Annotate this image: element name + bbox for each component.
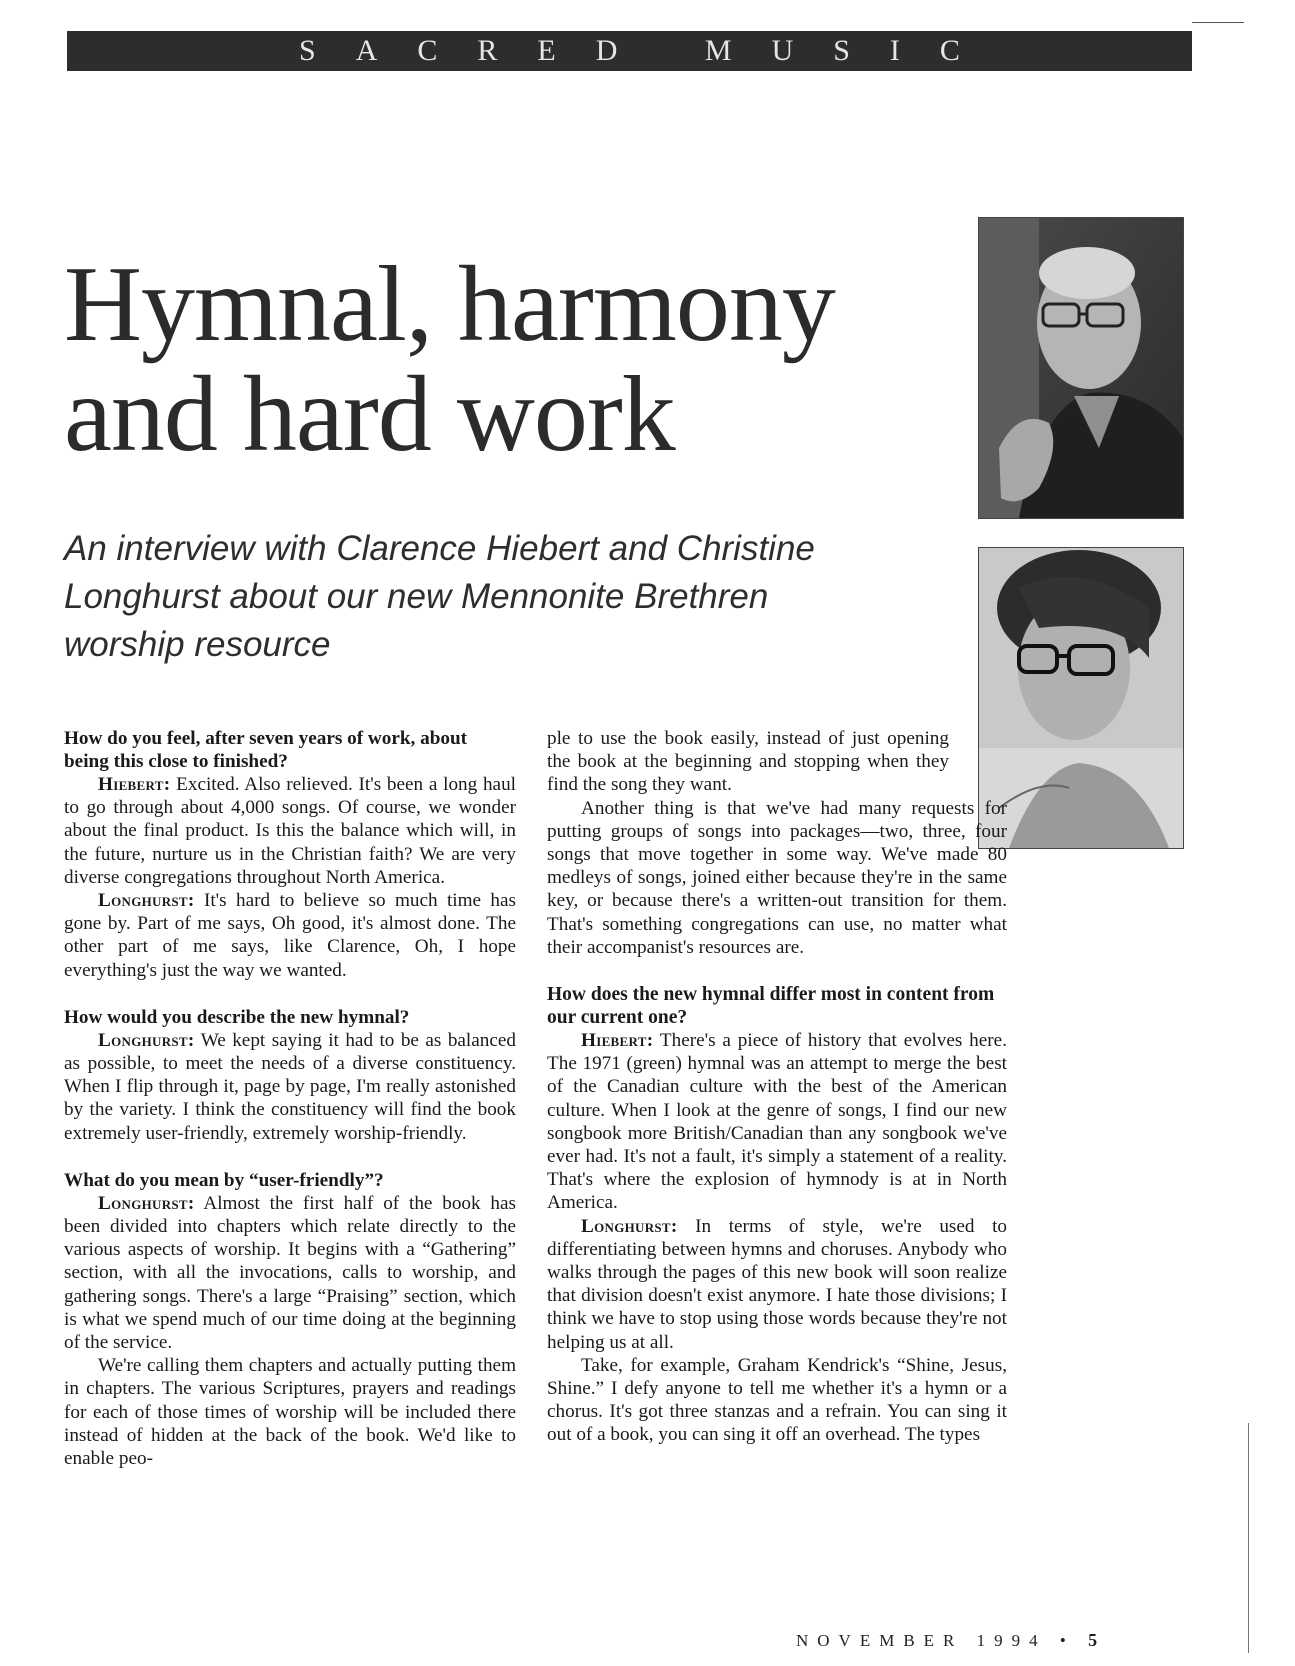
answer-text: Excited. Also relieved. It's been a long haul to go through about 4,000 songs. Of course, we wonder about the final product. Is this the balance which will, in the future, nurture us in the Christian faith? We are very diverse congregations throughout North America. <box>64 774 516 888</box>
question-1: How do you feel, after seven years of work, about being this close to finished? <box>64 728 468 772</box>
speaker-label: Longhurst: <box>98 890 195 912</box>
header-rule <box>1192 22 1244 23</box>
question-2: How would you describe the new hymnal? <box>64 1006 410 1028</box>
speaker-label: Longhurst: <box>98 1029 195 1051</box>
photo-christine-longhurst <box>978 547 1184 849</box>
page-edge-rule <box>1248 1423 1249 1653</box>
speaker-label: Hiebert: <box>581 1030 654 1052</box>
answer-paragraph: ple to use the book easily, instead of just opening the book at the beginning and stopping when they find the song they want. <box>547 728 949 796</box>
article-column-right <box>547 727 1007 1447</box>
speaker-label: Longhurst: <box>98 1192 195 1214</box>
answer-text: Almost the first half of the book has been divided into chapters which relate directly to the various aspects of worship. It begins with a “Gathering” section, with all the invocations, calls to worship, and gathering songs. There's a large “Praising” section, which is what we spend much of our time doing at the beginning of the service. <box>64 1192 516 1354</box>
issue-date: NOVEMBER 1994 <box>796 1631 1047 1650</box>
question-4: How does the new hymnal differ most in content from our current one? <box>547 984 995 1029</box>
page-footer <box>796 1630 1097 1651</box>
section-header-bar <box>67 31 1192 71</box>
speaker-label: Longhurst: <box>581 1215 678 1237</box>
answer-paragraph <box>64 773 516 889</box>
article-headline: Hymnal, harmony and hard work <box>64 245 835 474</box>
answer-paragraph <box>547 1029 1007 1215</box>
answer-paragraph: Another thing is that we've had many requests for putting groups of songs into packages—two, three, four songs that move together in some way. We've made 80 medleys of songs, joined either because they're in the same key, or because there's a written-out transition for them. That's something congregations can use, no matter what their accompanist's resources are. <box>547 797 1007 958</box>
answer-paragraph <box>64 889 516 982</box>
photo-clarence-hiebert <box>978 217 1184 519</box>
answer-text: There's a piece of history that evolves here. The 1971 (green) hymnal was an attempt to merge the best of the Canadian culture with the best of the American culture. When I look at the genre of songs, I find our new songbook more British/Canadian than any songbook we've ever had. It's not a fault, it's simply a statement of a reality. That's where the explosion of hymnody is at in North America. <box>547 1030 1007 1214</box>
answer-paragraph <box>64 1192 516 1354</box>
speaker-label: Hiebert: <box>98 774 171 795</box>
answer-paragraph: Take, for example, Graham Kendrick's “Shine, Jesus, Shine.” I defy anyone to tell me whether it's a hymn or a chorus. It's got three stanzas and a refrain. You can sing it out of a book, you can sing it off an overhead. The types <box>547 1354 1007 1446</box>
article-column-left <box>64 727 516 1470</box>
article-subhead: An interview with Clarence Hiebert and Christine Longhurst about our new Mennonite Brethren worship resource <box>64 529 815 664</box>
portrait-woman-image <box>979 548 1183 848</box>
answer-text: In terms of style, we're used to differentiating between hymns and choruses. Anybody who walks through the pages of this new book will soon realize that division doesn't exist anymore. I hate those divisions; I think we have to stop using those words because they're not helping us at all. <box>547 1215 1007 1353</box>
answer-paragraph: We're calling them chapters and actually putting them in chapters. The various Scriptures, prayers and readings for each of those times of worship will be included there instead of hidden at the back of the book. We'd like to enable peo- <box>64 1355 516 1470</box>
question-3: What do you mean by “user-friendly”? <box>64 1169 384 1191</box>
answer-text: We kept saying it had to be as balanced as possible, to meet the needs of a diverse constituency. When I flip through it, page by page, I'm really astonished by the variety. I think the constituency will find the book extremely user-friendly, extremely worship-friendly. <box>64 1029 516 1144</box>
portrait-man-image <box>979 218 1183 518</box>
footer-bullet: • <box>1059 1631 1075 1650</box>
section-title: SACRED MUSIC <box>299 34 1000 67</box>
page-number: 5 <box>1088 1630 1098 1650</box>
answer-paragraph <box>64 1029 516 1145</box>
answer-text: It's hard to believe so much time has gone by. Part of me says, Oh good, it's almost done. The other part of me says, like Clarence, Oh, I hope everything's just the way we wanted. <box>64 890 516 981</box>
answer-paragraph <box>547 1215 1007 1354</box>
